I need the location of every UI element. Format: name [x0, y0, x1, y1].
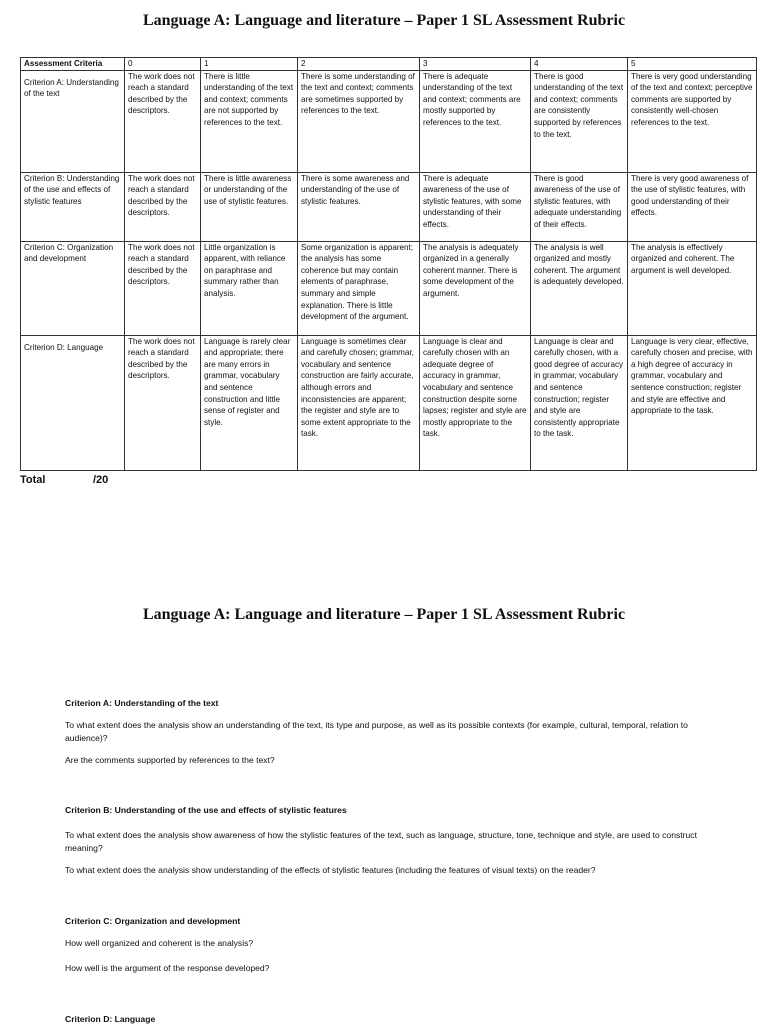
descriptor-cell: Language is rarely clear and appropriate; there are many errors in grammar, vocabulary and sentence construction and little sense of register and style.	[201, 335, 298, 470]
rubric-header-row	[21, 58, 757, 71]
descriptor-cell: There is very good understanding of the text and context; perceptive comments are supported by consistently well-chosen references to the text.	[628, 70, 757, 172]
descriptor-cell: There is very good awareness of the use of stylistic features, with good understanding of their effects.	[628, 172, 757, 241]
criterion-d-heading: Criterion D: Language	[65, 1014, 156, 1024]
level-header: 2	[298, 58, 420, 71]
descriptor-cell: Little organization is apparent, with reliance on paraphrase and summary rather than analysis.	[201, 241, 298, 335]
total-value: /20	[93, 474, 109, 486]
page-title: Language A: Language and literature – Paper 1 SL Assessment Rubric	[142, 12, 626, 29]
criterion-c-section	[65, 915, 715, 975]
descriptor-cell: The work does not reach a standard described by the descriptors.	[125, 241, 201, 335]
descriptor-cell: There is little understanding of the text and context; comments are not supported by references to the text.	[201, 70, 298, 172]
descriptor-cell: There is some awareness and understanding of the use of stylistic features.	[298, 172, 420, 241]
criterion-c-question-1: How well organized and coherent is the analysis?	[65, 938, 254, 948]
criterion-b-heading: Criterion B: Understanding of the use and effects of stylistic features	[65, 805, 347, 815]
descriptor-cell: There is little awareness or understanding of the use of stylistic features.	[201, 172, 298, 241]
descriptor-cell: Some organization is apparent; the analysis has some coherence but may contain elements of paraphrase, summary and simple explanation. There is little development of the argument.	[298, 241, 420, 335]
criterion-c-heading: Criterion C: Organization and development	[65, 916, 241, 926]
table-row	[21, 241, 757, 335]
total-label: Total	[20, 474, 46, 486]
descriptor-cell: Language is clear and carefully chosen, with a good degree of accuracy in grammar, vocabulary and sentence construction; register and style are consistently appropriate to the task.	[531, 335, 628, 470]
criterion-a-heading: Criterion A: Understanding of the text	[65, 698, 219, 708]
descriptor-cell: Language is sometimes clear and carefully chosen; grammar, vocabulary and sentence construction are fairly accurate, although errors and inconsistencies are apparent; the register and style are to some extent appropriate to the task.	[298, 335, 420, 470]
rubric-table	[20, 57, 757, 471]
criterion-label: Criterion D: Language	[21, 335, 125, 470]
table-row	[21, 335, 757, 470]
criterion-label: Criterion B: Understanding of the use and effects of stylistic features	[21, 172, 125, 241]
criterion-c-question-2: How well is the argument of the response developed?	[65, 963, 270, 973]
level-header: 3	[420, 58, 531, 71]
criterion-label: Criterion C: Organization and development	[21, 241, 125, 335]
descriptor-cell: Language is clear and carefully chosen with an adequate degree of accuracy in grammar, vocabulary and sentence construction despite some lapses; register and style are mostly appropriate to the task.	[420, 335, 531, 470]
level-header: 5	[628, 58, 757, 71]
descriptor-cell: The analysis is well organized and mostly coherent. The argument is adequately developed.	[531, 241, 628, 335]
descriptor-cell: The work does not reach a standard described by the descriptors.	[125, 172, 201, 241]
criterion-a-section	[65, 697, 715, 767]
criterion-a-question-2: Are the comments supported by references to the text?	[65, 755, 275, 765]
level-header: 0	[125, 58, 201, 71]
table-row	[21, 172, 757, 241]
descriptor-cell: There is good understanding of the text and context; comments are consistently supported by references to the text.	[531, 70, 628, 172]
descriptor-cell: The work does not reach a standard described by the descriptors.	[125, 335, 201, 470]
criterion-b-section	[65, 804, 715, 877]
table-row	[21, 70, 757, 172]
descriptor-cell: Language is very clear, effective, carefully chosen and precise, with a high degree of accuracy in grammar, vocabulary and sentence construction; register and style are effective and appropriate to the task.	[628, 335, 757, 470]
descriptor-cell: There is adequate awareness of the use of stylistic features, with some understanding of their effects.	[420, 172, 531, 241]
criterion-d-section	[65, 1013, 715, 1026]
descriptor-cell: There is adequate understanding of the text and context; comments are mostly supported by references to the text.	[420, 70, 531, 172]
level-header: 4	[531, 58, 628, 71]
criteria-header: Assessment Criteria	[21, 58, 125, 71]
criterion-a-question-1: To what extent does the analysis show an understanding of the text, its type and purpose, as well as its possible contexts (for example, cultural, temporal, relation to audience)?	[65, 720, 688, 743]
criterion-label: Criterion A: Understanding of the text	[21, 70, 125, 172]
criterion-b-question-1: To what extent does the analysis show awareness of how the stylistic features of the text, such as language, structure, tone, technique and style, are used to construct meaning?	[65, 830, 697, 853]
descriptor-cell: The work does not reach a standard described by the descriptors.	[125, 70, 201, 172]
descriptor-cell: There is good awareness of the use of stylistic features, with adequate understanding of their effects.	[531, 172, 628, 241]
descriptor-cell: There is some understanding of the text and context; comments are sometimes supported by references to the text.	[298, 70, 420, 172]
level-header: 1	[201, 58, 298, 71]
descriptor-cell: The analysis is effectively organized and coherent. The argument is well developed.	[628, 241, 757, 335]
page-title-repeat: Language A: Language and literature – Paper 1 SL Assessment Rubric	[142, 606, 626, 623]
descriptor-cell: The analysis is adequately organized in a generally coherent manner. There is some development of the argument.	[420, 241, 531, 335]
criterion-b-question-2: To what extent does the analysis show understanding of the effects of stylistic features (including the features of visual texts) on the reader?	[65, 865, 596, 875]
